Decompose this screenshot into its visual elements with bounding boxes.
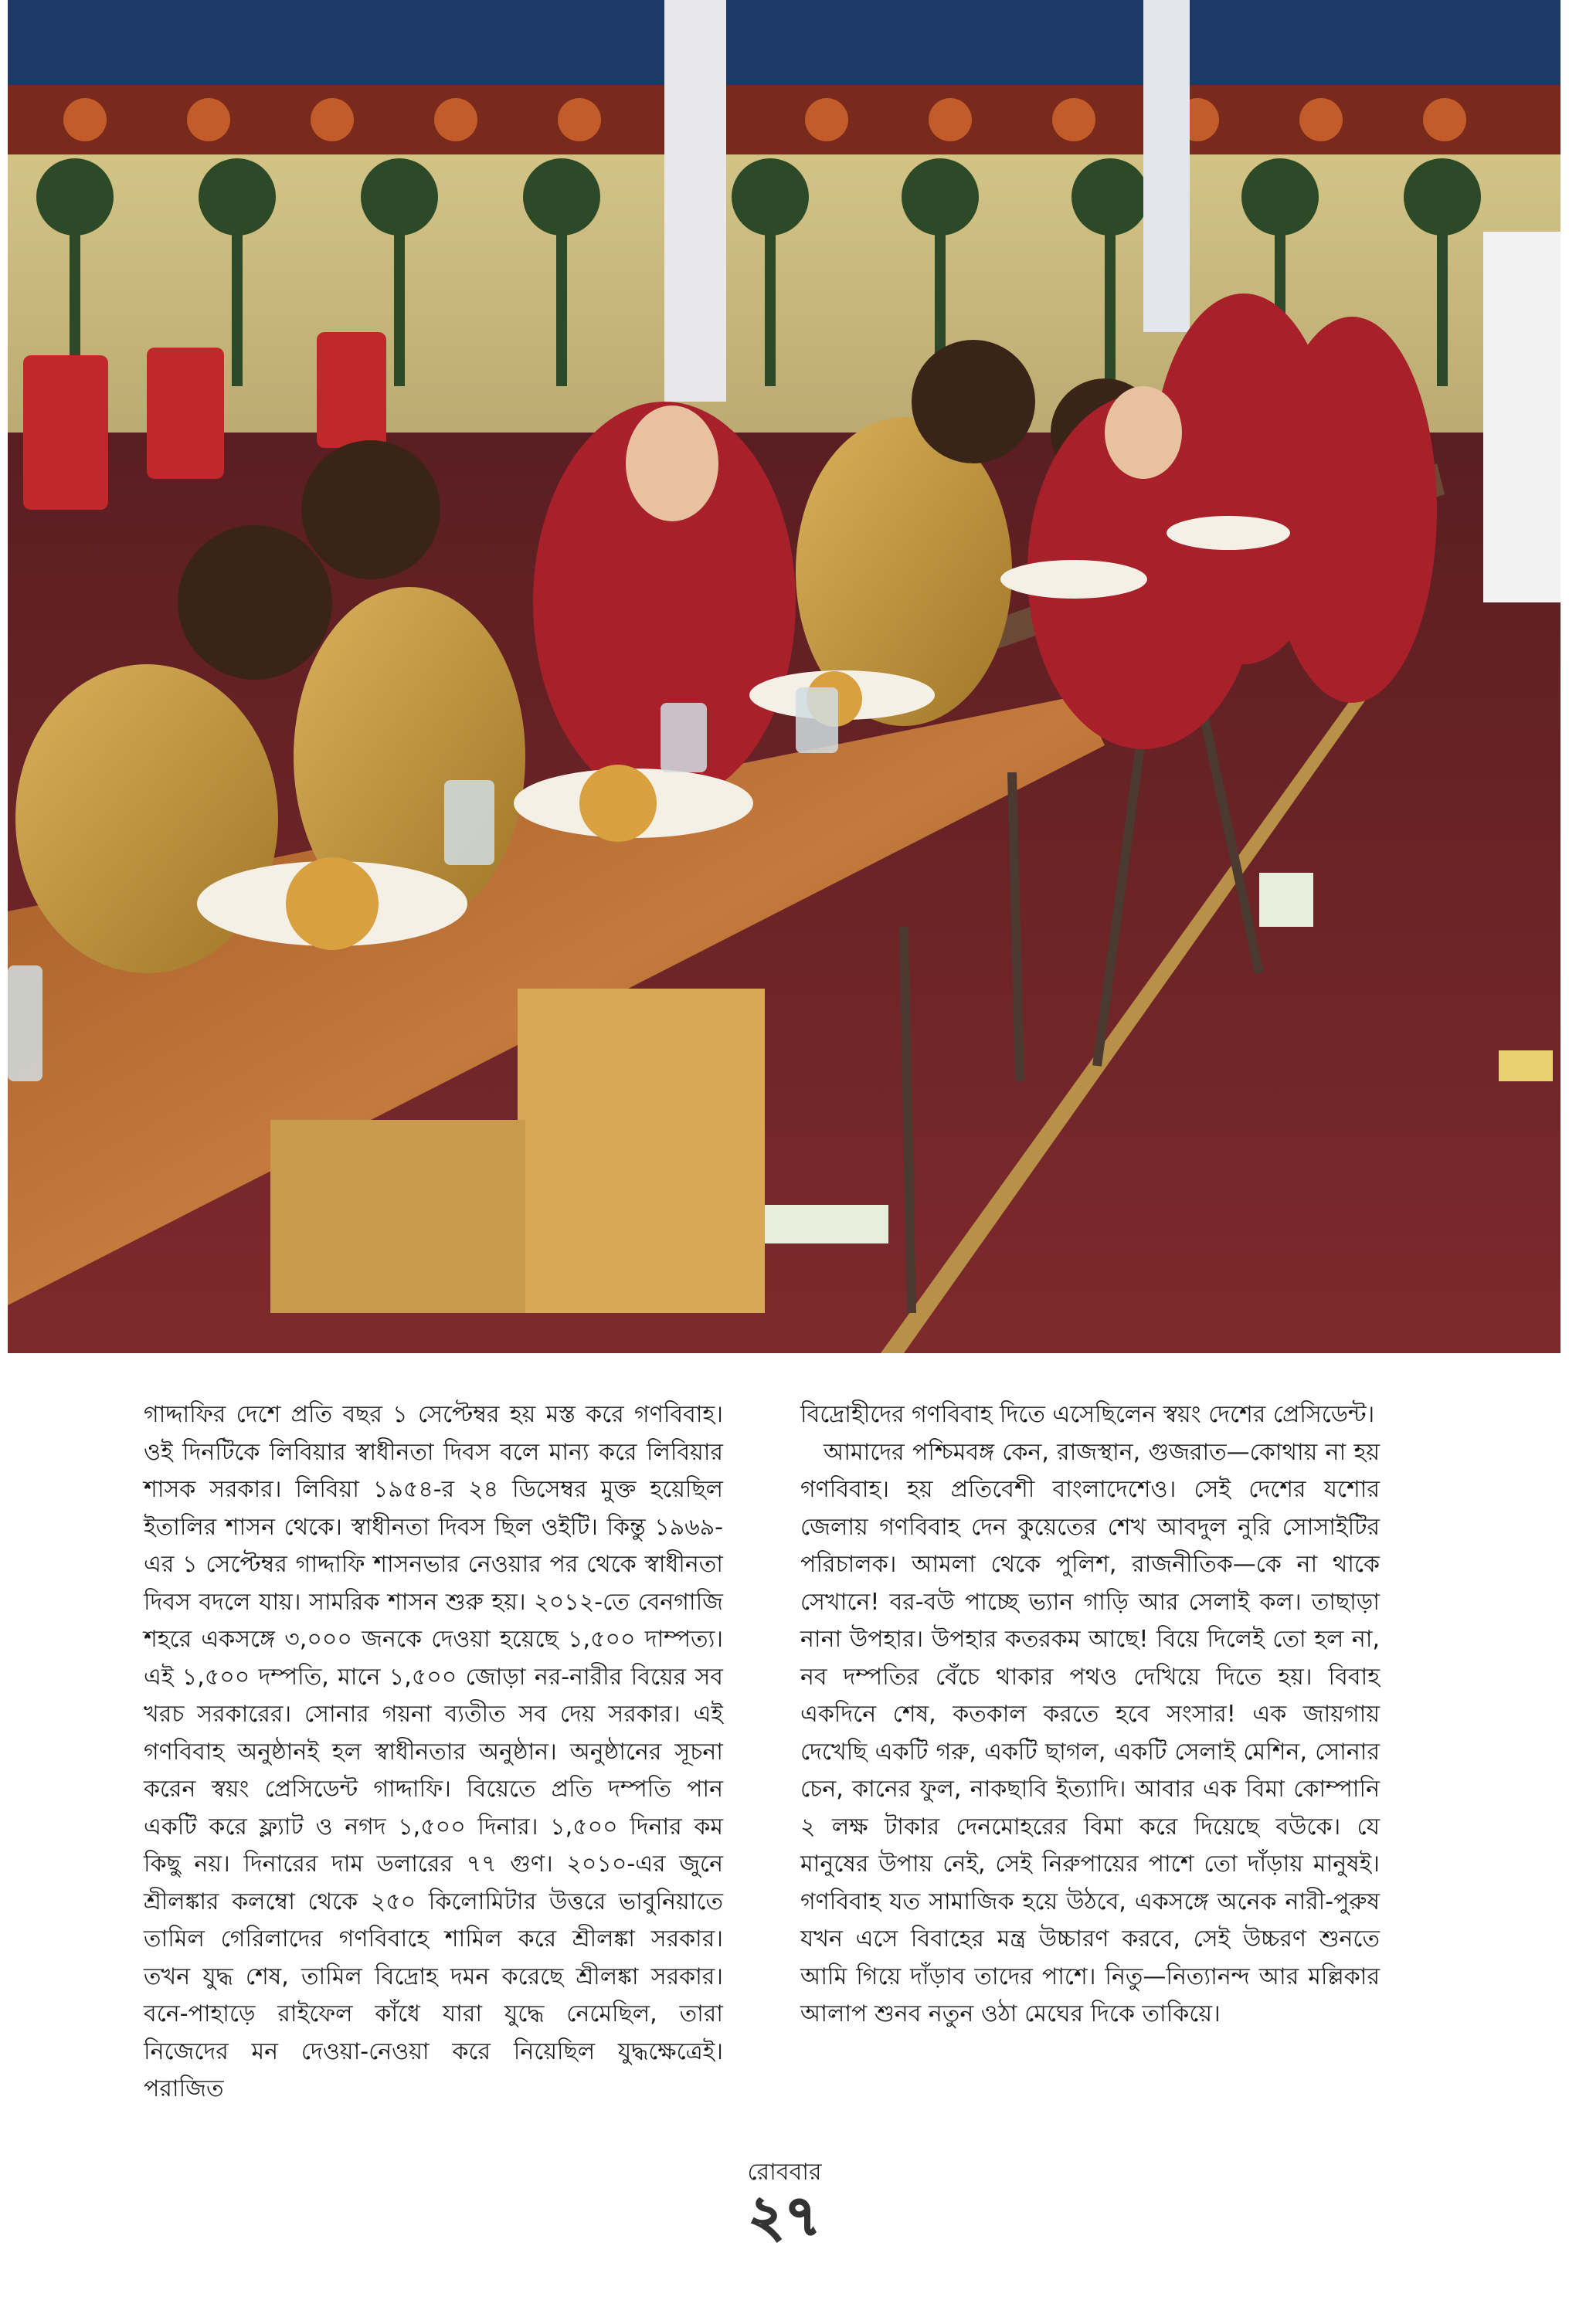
article-paragraph: আমাদের পশ্চিমবঙ্গ কেন, রাজস্থান, গুজরাত—কোথায় না হয় গণবিবাহ। হয় প্রতিবেশী বাংলাদেশেও। সেই দেশের যশোর জেলায় গণবিবাহ দেন কুয়েতের শেখ আবদুল নুরি সোসাইটির পরিচালক। আমলা থেকে পুলিশ, রাজনীতিক—কে না থাকে সেখানে! বর-বউ পাচ্ছে ভ্যান গাড়ি আর সেলাই কল। তাছাড়া নানা উপহার। উপহার কতরকম আছে! বিয়ে দিলেই তো হল না, নব দম্পতির বেঁচে থাকার পথও দেখিয়ে দিতে হয়। বিবাহ একদিনে শেষ, কতকাল করতে হবে সংসার! এক জায়গায় দেখেছি একটি গরু, একটি ছাগল, একটি সেলাই মেশিন, সোনার চেন, কানের ফুল, নাকছাবি ইত্যাদি। আবার এক বিমা কোম্পানি ২ লক্ষ টাকার দেনমোহরের বিমা করে দিয়েছে বউকে। যে মানুষের উপায় নেই, সেই নিরুপায়ের পাশে তো দাঁড়ায় মানুষই। গণবিবাহ যত সামাজিক হয়ে উঠবে, একসঙ্গে অনেক নারী-পুরুষ যখন এসে বিবাহের মন্ত্র উচ্চারণ করবে, সেই উচ্চরণ শুনতে আমি গিয়ে দাঁড়াব তাদের পাশে। নিতু—নিত্যানন্দ আর মল্লিকার আলাপ শুনব নতুন ওঠা মেঘের দিকে তাকিয়ে। [800, 1438, 1380, 2027]
article-paragraph: গাদ্দাফির দেশে প্রতি বছর ১ সেপ্টেম্বর হয় মস্ত করে গণবিবাহ। ওই দিনটিকে লিবিয়ার স্বাধীনতা দিবস বলে মান্য করে লিবিয়ার শাসক সরকার। লিবিয়া ১৯৫৪-র ২৪ ডিসেম্বর মুক্ত হয়েছিল ইতালির শাসন থেকে। স্বাধীনতা দিবস ছিল ওইটি। কিন্তু ১৯৬৯-এর ১ সেপ্টেম্বর গাদ্দাফি শাসনভার নেওয়ার পর থেকে স্বাধীনতা দিবস বদলে যায়। সামরিক শাসন শুরু হয়। ২০১২-তে বেনগাজি শহরে একসঙ্গে ৩,০০০ জনকে দেওয়া হয়েছে ১,৫০০ দাম্পত্য। এই ১,৫০০ দম্পতি, মানে ১,৫০০ জোড়া নর-নারীর বিয়ের সব খরচ সরকারের। সোনার গয়না ব্যতীত সব দেয় সরকার। এই গণবিবাহ অনুষ্ঠানই হল স্বাধীনতার অনুষ্ঠান। অনুষ্ঠানের সূচনা করেন স্বয়ং প্রেসিডেন্ট গাদ্দাফি। বিয়েতে প্রতি দম্পতি পান একটি করে ফ্ল্যাট ও নগদ ১,৫০০ দিনার। ১,৫০০ দিনার কম কিছু নয়। দিনারের দাম ডলারের ৭৭ গুণ। ২০১০-এর জুনে শ্রীলঙ্কার কলম্বো থেকে ২৫০ কিলোমিটার উত্তরে ভাবুনিয়াতে তামিল গেরিলাদের গণবিবাহে শামিল করে শ্রীলঙ্কা সরকার। তখন যুদ্ধ শেষ, তামিল বিদ্রোহ দমন করেছে শ্রীলঙ্কা সরকার। বনে-পাহাড়ে রাইফেল কাঁধে যারা যুদ্ধে নেমেছিল, তারা নিজেদের মন দেওয়া-নেওয়া করে নিয়েছিল যুদ্ধক্ষেত্রেই। পরাজিত [144, 1401, 723, 2102]
wedding-feast-photo [8, 0, 1561, 1353]
magazine-name: রোববার [747, 2159, 822, 2186]
article-paragraph: বিদ্রোহীদের গণবিবাহ দিতে এসেছিলেন স্বয়ং দেশের প্রেসিডেন্ট। [800, 1401, 1375, 1428]
article-column-right [800, 1396, 1380, 2109]
article-column-left [144, 1396, 723, 2109]
photo-illustration [8, 0, 1561, 1353]
page-number: ২৭ [748, 2183, 821, 2248]
page-footer [0, 2159, 1569, 2248]
article-body [144, 1396, 1380, 2109]
